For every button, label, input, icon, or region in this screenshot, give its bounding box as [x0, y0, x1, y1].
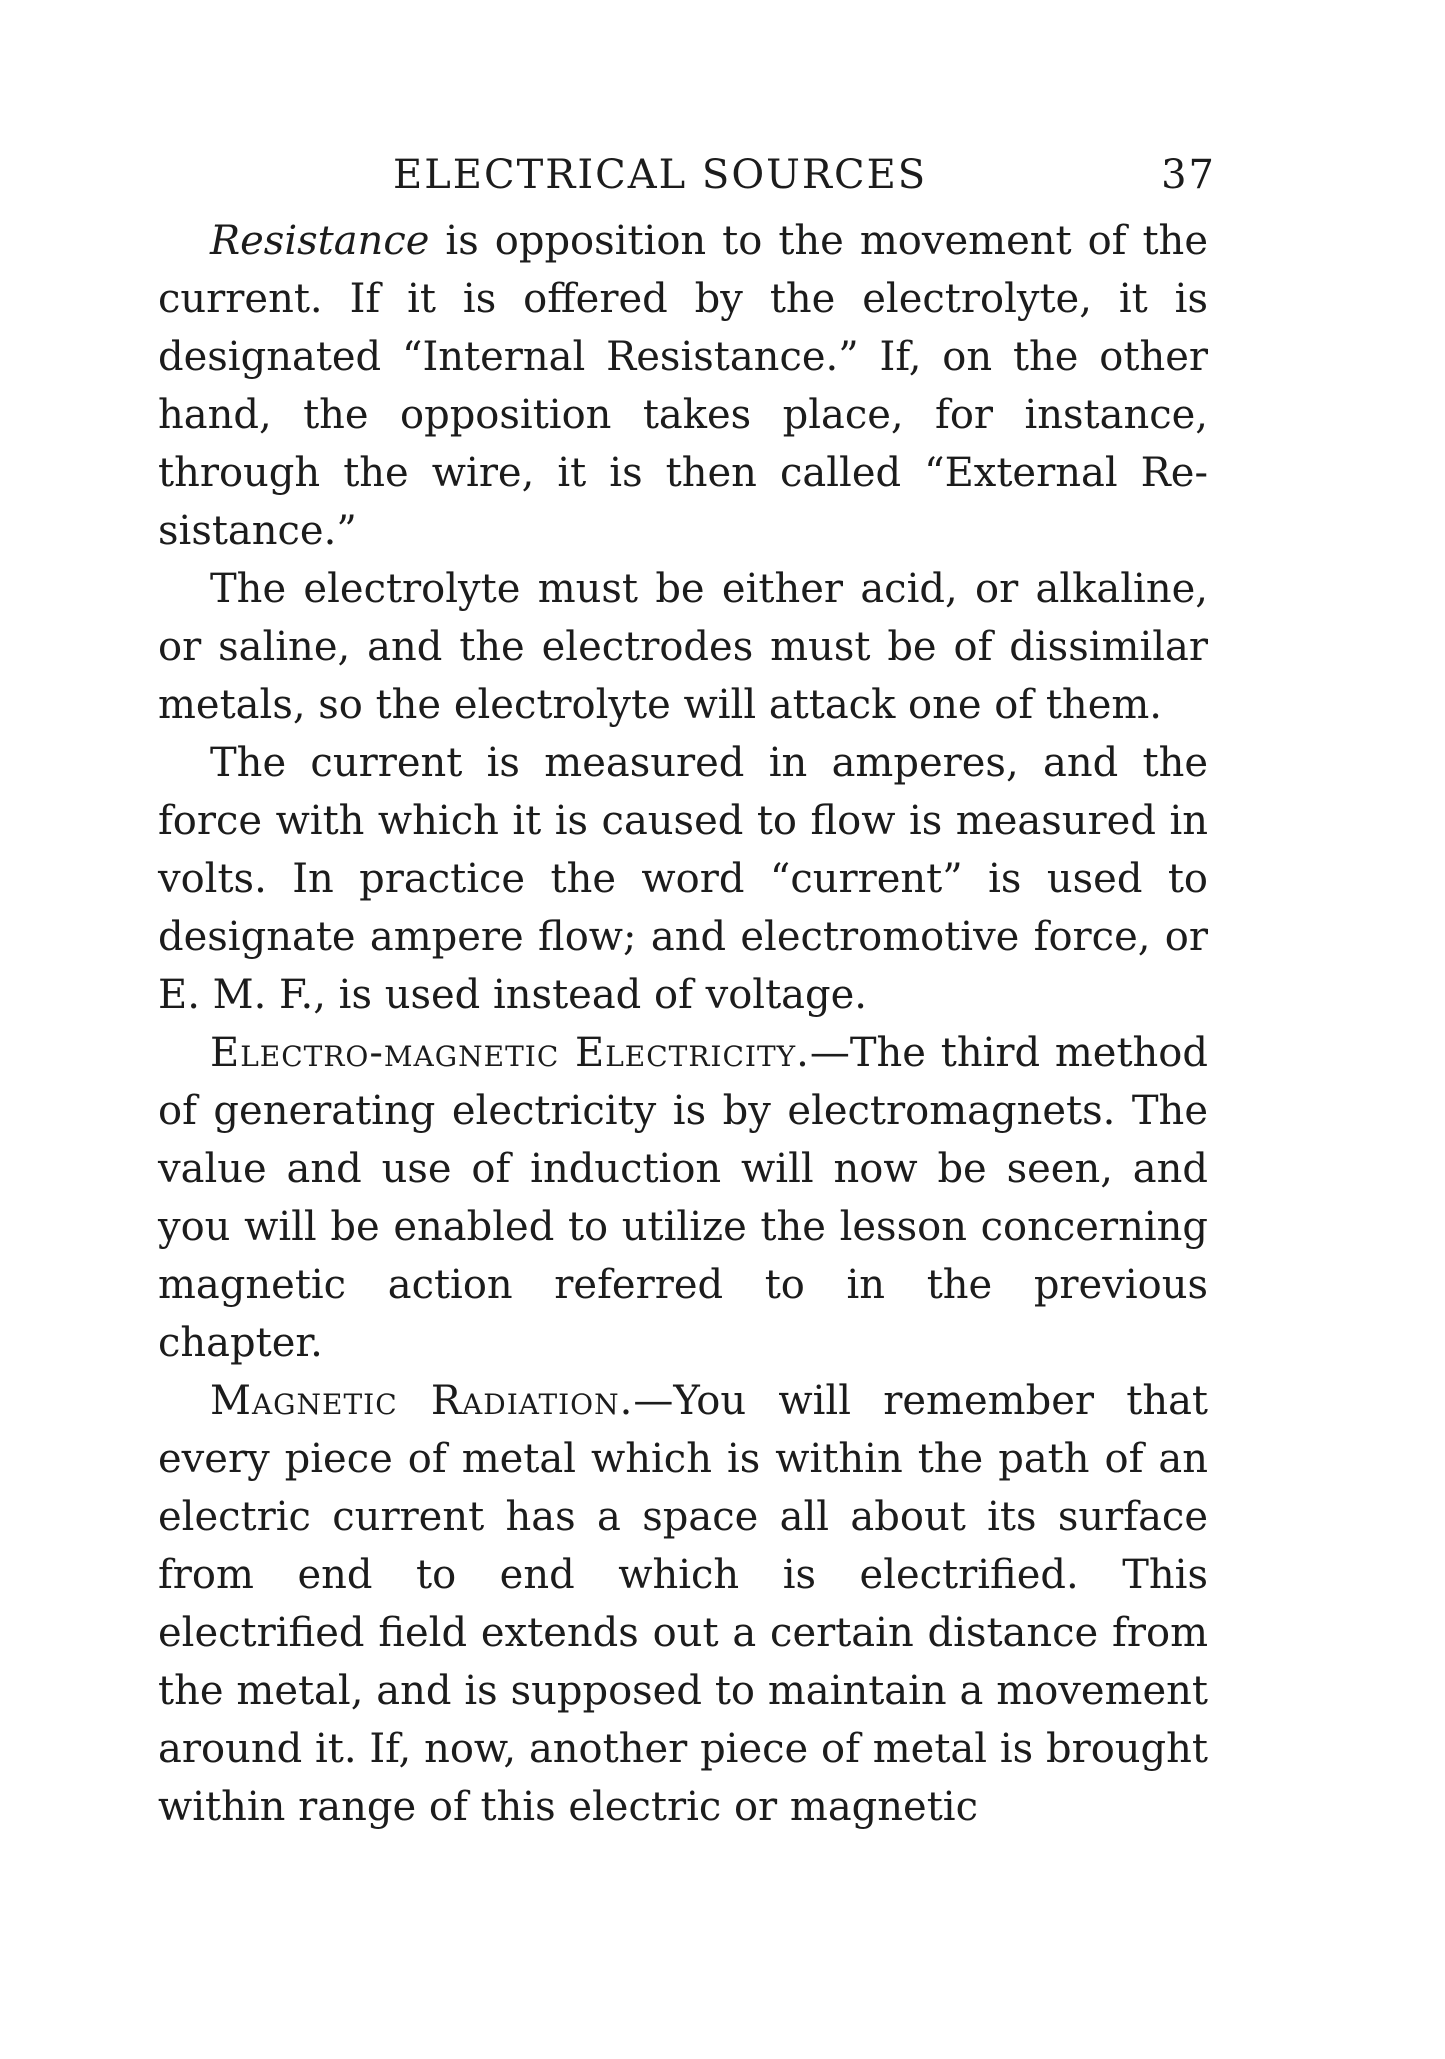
paragraph-resistance	[158, 212, 1208, 560]
resistance-term: Resistance	[210, 218, 430, 264]
magnetic-radiation-text: —You will remember that every piece of metal which is within the path of an electric current has a space all about its surface from end to end which is electrified. This electrified field extends out a certain distance from the metal, and is supposed to maintain a movement around it. If, now, another piece of metal is brought within range of this electric or magnetic	[158, 1378, 1209, 1830]
paragraph-electrolyte	[158, 560, 1208, 734]
page-number: 37	[1161, 152, 1216, 198]
book-page	[158, 152, 1216, 1836]
current-text: The current is measured in amperes, and the force with which it is caused to flow is measured in volts. In practice the word “current” is used to designate ampere flow; and electromotive force, or E. M. F., is used instead of voltage.	[158, 740, 1208, 1018]
paragraph-current	[158, 734, 1208, 1024]
running-head	[158, 152, 1216, 212]
paragraph-magnetic-radiation	[158, 1372, 1208, 1836]
electro-magnetic-heading: Electro-magnetic Electricity.	[210, 1030, 810, 1076]
electro-magnetic-text: —The third method of generating electricity is by electromagnets. The value and use of induction will now be seen, and you will be enabled to utilize the lesson concerning magnetic action referred to in the previous chapter.	[158, 1030, 1208, 1366]
running-title: ELECTRICAL SOURCES	[393, 152, 928, 198]
magnetic-radiation-heading: Magnetic Radiation.	[210, 1378, 634, 1424]
electrolyte-text: The electrolyte must be either acid, or alkaline, or saline, and the electrodes must be of dissimilar metals, so the electrolyte will attack one of them.	[158, 566, 1208, 728]
resistance-text: is opposition to the movement of the current. If it is offered by the electrolyte, it is designated “Internal Resistance.” If, on the other hand, the opposition takes place, for instance, through the wire, it is then called “External Resistance.”	[158, 218, 1208, 554]
paragraph-electro-magnetic	[158, 1024, 1208, 1372]
